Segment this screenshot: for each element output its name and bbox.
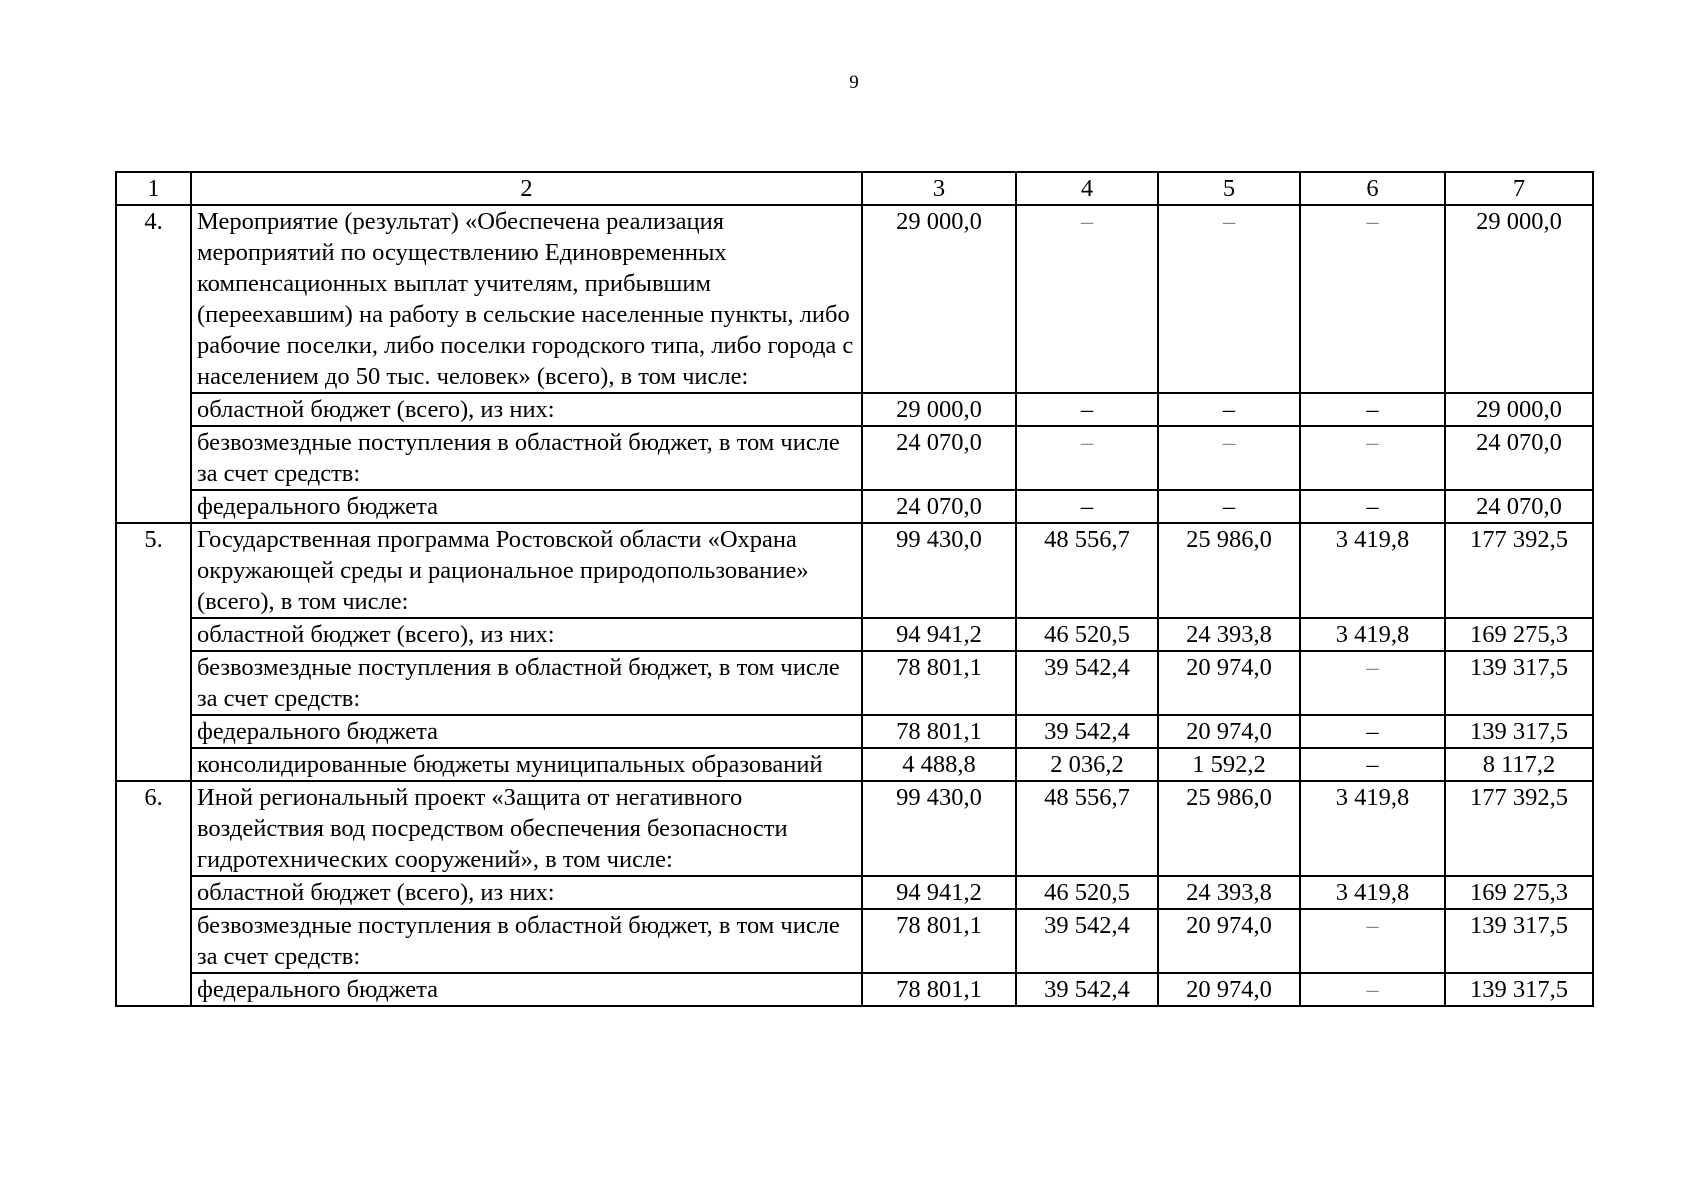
value-cell: 99 430,0 — [862, 523, 1016, 618]
value-cell: 4 488,8 — [862, 748, 1016, 781]
value-cell: – — [1016, 393, 1158, 426]
value-cell: 39 542,4 — [1016, 909, 1158, 973]
column-header: 5 — [1158, 172, 1300, 205]
table-row — [116, 205, 1593, 393]
value-cell: 20 974,0 — [1158, 715, 1300, 748]
value-cell: – — [1158, 205, 1300, 393]
value-cell: 25 986,0 — [1158, 523, 1300, 618]
budget-table — [115, 171, 1594, 1007]
value-cell: – — [1300, 715, 1445, 748]
value-cell: – — [1300, 973, 1445, 1006]
row-description: безвозмездные поступления в областной бюджет, в том числе за счет средств: — [191, 651, 862, 715]
row-description: федерального бюджета — [191, 715, 862, 748]
row-number: 6. — [116, 781, 191, 1006]
value-cell: 24 070,0 — [1445, 490, 1593, 523]
value-cell: – — [1016, 426, 1158, 490]
value-cell: 94 941,2 — [862, 618, 1016, 651]
value-cell: 29 000,0 — [862, 393, 1016, 426]
value-cell: 39 542,4 — [1016, 651, 1158, 715]
table-header-row — [116, 172, 1593, 205]
table-row — [116, 426, 1593, 490]
table-row — [116, 393, 1593, 426]
row-description: безвозмездные поступления в областной бюджет, в том числе за счет средств: — [191, 426, 862, 490]
value-cell: 94 941,2 — [862, 876, 1016, 909]
table-row — [116, 651, 1593, 715]
value-cell: 39 542,4 — [1016, 973, 1158, 1006]
value-cell: 20 974,0 — [1158, 909, 1300, 973]
value-cell: 3 419,8 — [1300, 618, 1445, 651]
table-row — [116, 523, 1593, 618]
value-cell: 177 392,5 — [1445, 781, 1593, 876]
row-description: федерального бюджета — [191, 490, 862, 523]
value-cell: – — [1158, 393, 1300, 426]
value-cell: 3 419,8 — [1300, 523, 1445, 618]
row-description: областной бюджет (всего), из них: — [191, 393, 862, 426]
value-cell: 177 392,5 — [1445, 523, 1593, 618]
value-cell: 139 317,5 — [1445, 973, 1593, 1006]
table-row — [116, 876, 1593, 909]
column-header: 7 — [1445, 172, 1593, 205]
value-cell: 1 592,2 — [1158, 748, 1300, 781]
value-cell: 139 317,5 — [1445, 651, 1593, 715]
value-cell: – — [1300, 909, 1445, 973]
value-cell: 29 000,0 — [862, 205, 1016, 393]
row-description: Государственная программа Ростовской области «Охрана окружающей среды и рациональное природопользование» (всего), в том числе: — [191, 523, 862, 618]
value-cell: 99 430,0 — [862, 781, 1016, 876]
table-row — [116, 490, 1593, 523]
value-cell: 139 317,5 — [1445, 909, 1593, 973]
value-cell: 24 070,0 — [862, 490, 1016, 523]
value-cell: – — [1158, 490, 1300, 523]
row-description: Мероприятие (результат) «Обеспечена реализация мероприятий по осуществлению Единовременных компенсационных выплат учителям, прибывшим (переехавшим) на работу в сельские населенные пункты, либо рабочие поселки, либо поселки городского типа, либо города с населением до 50 тыс. человек» (всего), в том числе: — [191, 205, 862, 393]
value-cell: 3 419,8 — [1300, 876, 1445, 909]
row-description: Иной региональный проект «Защита от негативного воздействия вод посредством обеспечения безопасности гидротехнических сооружений», в том числе: — [191, 781, 862, 876]
row-number: 5. — [116, 523, 191, 781]
row-description: федерального бюджета — [191, 973, 862, 1006]
value-cell: 29 000,0 — [1445, 205, 1593, 393]
value-cell: – — [1300, 205, 1445, 393]
value-cell: – — [1300, 748, 1445, 781]
value-cell: 25 986,0 — [1158, 781, 1300, 876]
value-cell: – — [1300, 490, 1445, 523]
column-header: 1 — [116, 172, 191, 205]
value-cell: 78 801,1 — [862, 973, 1016, 1006]
value-cell: 24 393,8 — [1158, 876, 1300, 909]
column-header: 2 — [191, 172, 862, 205]
value-cell: 78 801,1 — [862, 715, 1016, 748]
value-cell: 169 275,3 — [1445, 618, 1593, 651]
column-header: 3 — [862, 172, 1016, 205]
value-cell: 46 520,5 — [1016, 618, 1158, 651]
value-cell: 3 419,8 — [1300, 781, 1445, 876]
value-cell: 169 275,3 — [1445, 876, 1593, 909]
value-cell: 39 542,4 — [1016, 715, 1158, 748]
value-cell: 24 393,8 — [1158, 618, 1300, 651]
table-row — [116, 748, 1593, 781]
value-cell: – — [1300, 393, 1445, 426]
value-cell: 24 070,0 — [1445, 426, 1593, 490]
row-description: консолидированные бюджеты муниципальных образований — [191, 748, 862, 781]
row-description: безвозмездные поступления в областной бюджет, в том числе за счет средств: — [191, 909, 862, 973]
value-cell: 29 000,0 — [1445, 393, 1593, 426]
value-cell: 78 801,1 — [862, 909, 1016, 973]
value-cell: – — [1016, 205, 1158, 393]
table-row — [116, 973, 1593, 1006]
row-description: областной бюджет (всего), из них: — [191, 618, 862, 651]
value-cell: 139 317,5 — [1445, 715, 1593, 748]
page-number: 9 — [849, 72, 859, 93]
table-row — [116, 909, 1593, 973]
column-header: 6 — [1300, 172, 1445, 205]
value-cell: 48 556,7 — [1016, 523, 1158, 618]
value-cell: 8 117,2 — [1445, 748, 1593, 781]
table-row — [116, 715, 1593, 748]
value-cell: 2 036,2 — [1016, 748, 1158, 781]
value-cell: – — [1300, 426, 1445, 490]
value-cell: 20 974,0 — [1158, 651, 1300, 715]
value-cell: 20 974,0 — [1158, 973, 1300, 1006]
value-cell: 48 556,7 — [1016, 781, 1158, 876]
row-number: 4. — [116, 205, 191, 523]
table-row — [116, 781, 1593, 876]
value-cell: – — [1016, 490, 1158, 523]
column-header: 4 — [1016, 172, 1158, 205]
row-description: областной бюджет (всего), из них: — [191, 876, 862, 909]
value-cell: 78 801,1 — [862, 651, 1016, 715]
value-cell: – — [1158, 426, 1300, 490]
value-cell: – — [1300, 651, 1445, 715]
value-cell: 24 070,0 — [862, 426, 1016, 490]
value-cell: 46 520,5 — [1016, 876, 1158, 909]
table-row — [116, 618, 1593, 651]
